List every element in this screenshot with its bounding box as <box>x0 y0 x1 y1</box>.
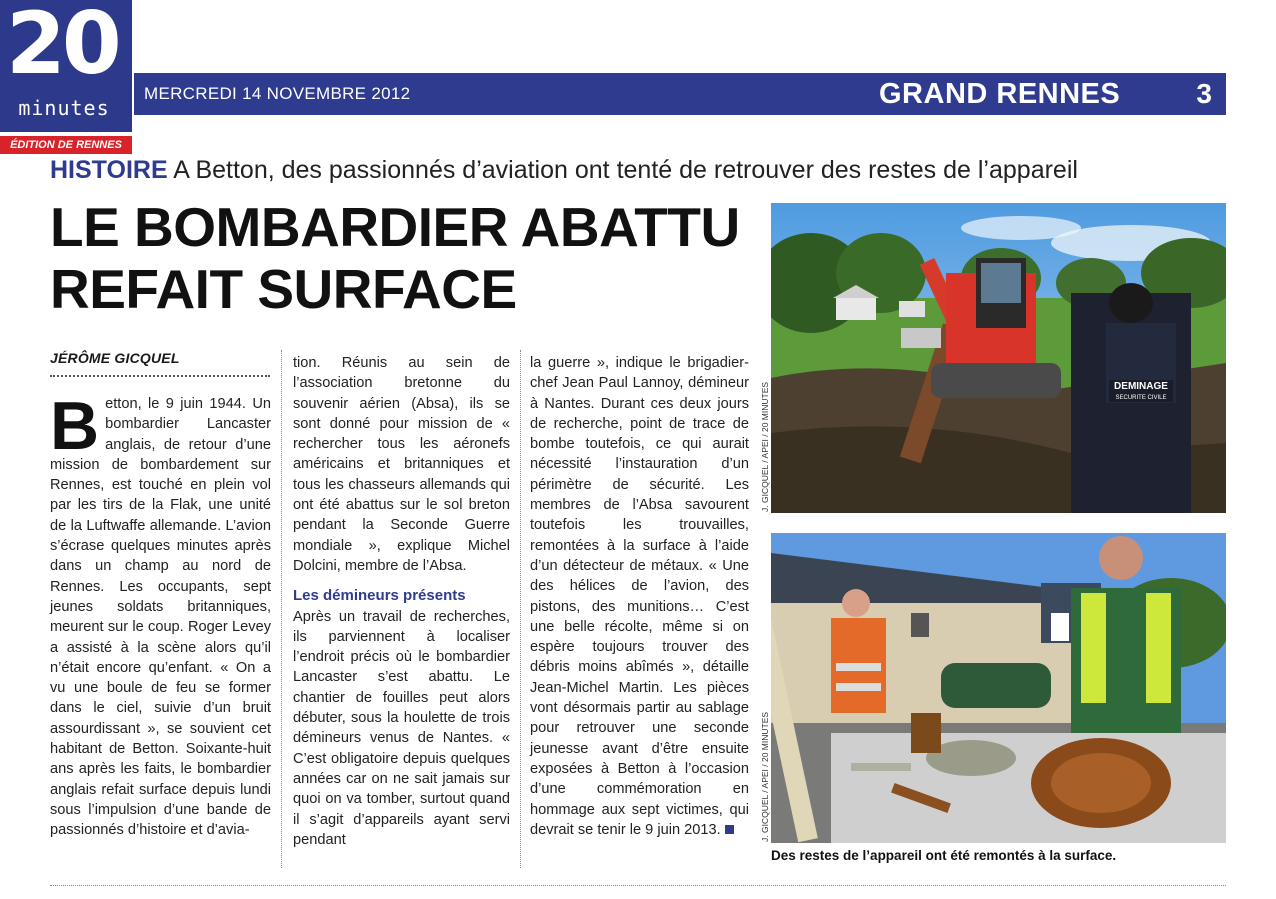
column-1-text: etton, le 9 juin 1944. Un bombardier Lancaster anglais, de retour d’une mission de bombardement sur Rennes, est touché en plein vol par les tirs de la Flak, une unité de la Luftwaffe allemande. L’avion s’écrase quelques minutes après dans un champ au nord de Rennes. Les occupants, sept jeunes soldats britanniques, meurent sur le coup. Roger Levey a assisté à la scène alors qu’il n’était encore qu’enfant. « On a vu une boule de feu se former dans le ciel, suivie d’un bruit assourdissant », se souvient cet habitant de Betton. Soixante-huit ans après les faits, le bombardier anglais refait surface depuis lundi sous l’impulsion d’une bande de passionnés d’histoire et d’avia- <box>50 396 271 839</box>
column-divider <box>281 350 282 868</box>
headline <box>50 196 760 320</box>
photo-debris <box>771 533 1226 843</box>
author-byline: JÉRÔME GICQUEL <box>50 350 180 366</box>
headline-line-2: REFAIT SURFACE <box>50 258 517 320</box>
column-divider <box>520 350 521 868</box>
kicker-tag: HISTOIRE <box>50 156 168 184</box>
section-title: GRAND RENNES <box>879 78 1121 110</box>
author-divider <box>50 375 270 377</box>
issue-date: MERCREDI 14 NOVEMBRE 2012 <box>144 84 411 103</box>
kicker-text: A Betton, des passionnés d’aviation ont tenté de retrouver des restes de l’appareil <box>173 156 1078 184</box>
photo-excavator <box>771 203 1226 513</box>
article-column-1 <box>50 388 271 841</box>
article-column-3 <box>530 353 749 840</box>
bottom-divider <box>50 885 1226 886</box>
photo-credit: J. GICQUEL / APEI / 20 MINUTES <box>760 711 770 842</box>
logo-20-minutes <box>0 0 132 132</box>
photo-caption: Des restes de l’appareil ont été remontés à la surface. <box>771 848 1117 863</box>
header-bar <box>134 73 1226 115</box>
end-mark-icon <box>725 825 734 834</box>
jacket-sublabel: SECURITE CIVILE <box>1115 395 1167 401</box>
kicker <box>50 156 1078 185</box>
drop-cap: B <box>50 388 100 464</box>
column-2-text-b: Après un travail de recherches, ils parviennent à localiser l’endroit précis où le bombardier Lancaster s’est abattu. Le chantier de fouilles peut alors débuter, sous la houlette de trois démineurs venus de Nantes. « C’est obligatoire depuis quelques années car on ne sait jamais sur quoi on va tomber, surtout quand il s’agit d’appareils ayant servi pendant <box>293 608 510 848</box>
logo-number: 20 <box>6 0 118 94</box>
subheading: Les démineurs présents <box>293 587 466 605</box>
edition-badge: ÉDITION DE RENNES <box>0 136 132 154</box>
logo-word: minutes <box>18 96 110 120</box>
article-column-2 <box>293 353 510 850</box>
column-2-text-a: tion. Réunis au sein de l’association bretonne du souvenir aérien (Absa), ils se sont donné pour mission de « rechercher tous les aéronefs américains et britanniques et tous les chasseurs allemands qui ont été abattus sur le sol breton pendant la Seconde Guerre mondiale », explique Michel Dolcini, membre de l’Absa. <box>293 355 510 574</box>
column-3-text: la guerre », indique le brigadier-chef Jean Paul Lannoy, démineur à Nantes. Durant ces deux jours de recherche, point de trace de bombe toutefois, ce qui aurait nécessité l’instauration d’un périmètre de sécurité. Les membres de l’Absa savourent toutefois les trouvailles, remontées à la surface à l’aide d’un détecteur de métaux. « Une des hélices de l’avion, des pistons, des munitions… C’est une belle récolte, même si on espère toujours trouver des débris moins abîmés », détaille Jean-Michel Martin. Les pièces vont désormais partir au sablage pour retrouver une seconde jeunesse avant d’être ensuite exposées à Betton à l’occasion d’une commémoration en hommage aux sept victimes, qui devrait se tenir le 9 juin 2013. <box>530 355 749 838</box>
photo-credit: J. GICQUEL / APEI / 20 MINUTES <box>760 381 770 512</box>
headline-line-1: LE BOMBARDIER ABATTU <box>50 196 740 258</box>
jacket-label: DEMINAGE <box>1114 381 1168 392</box>
page-number: 3 <box>1196 78 1212 109</box>
